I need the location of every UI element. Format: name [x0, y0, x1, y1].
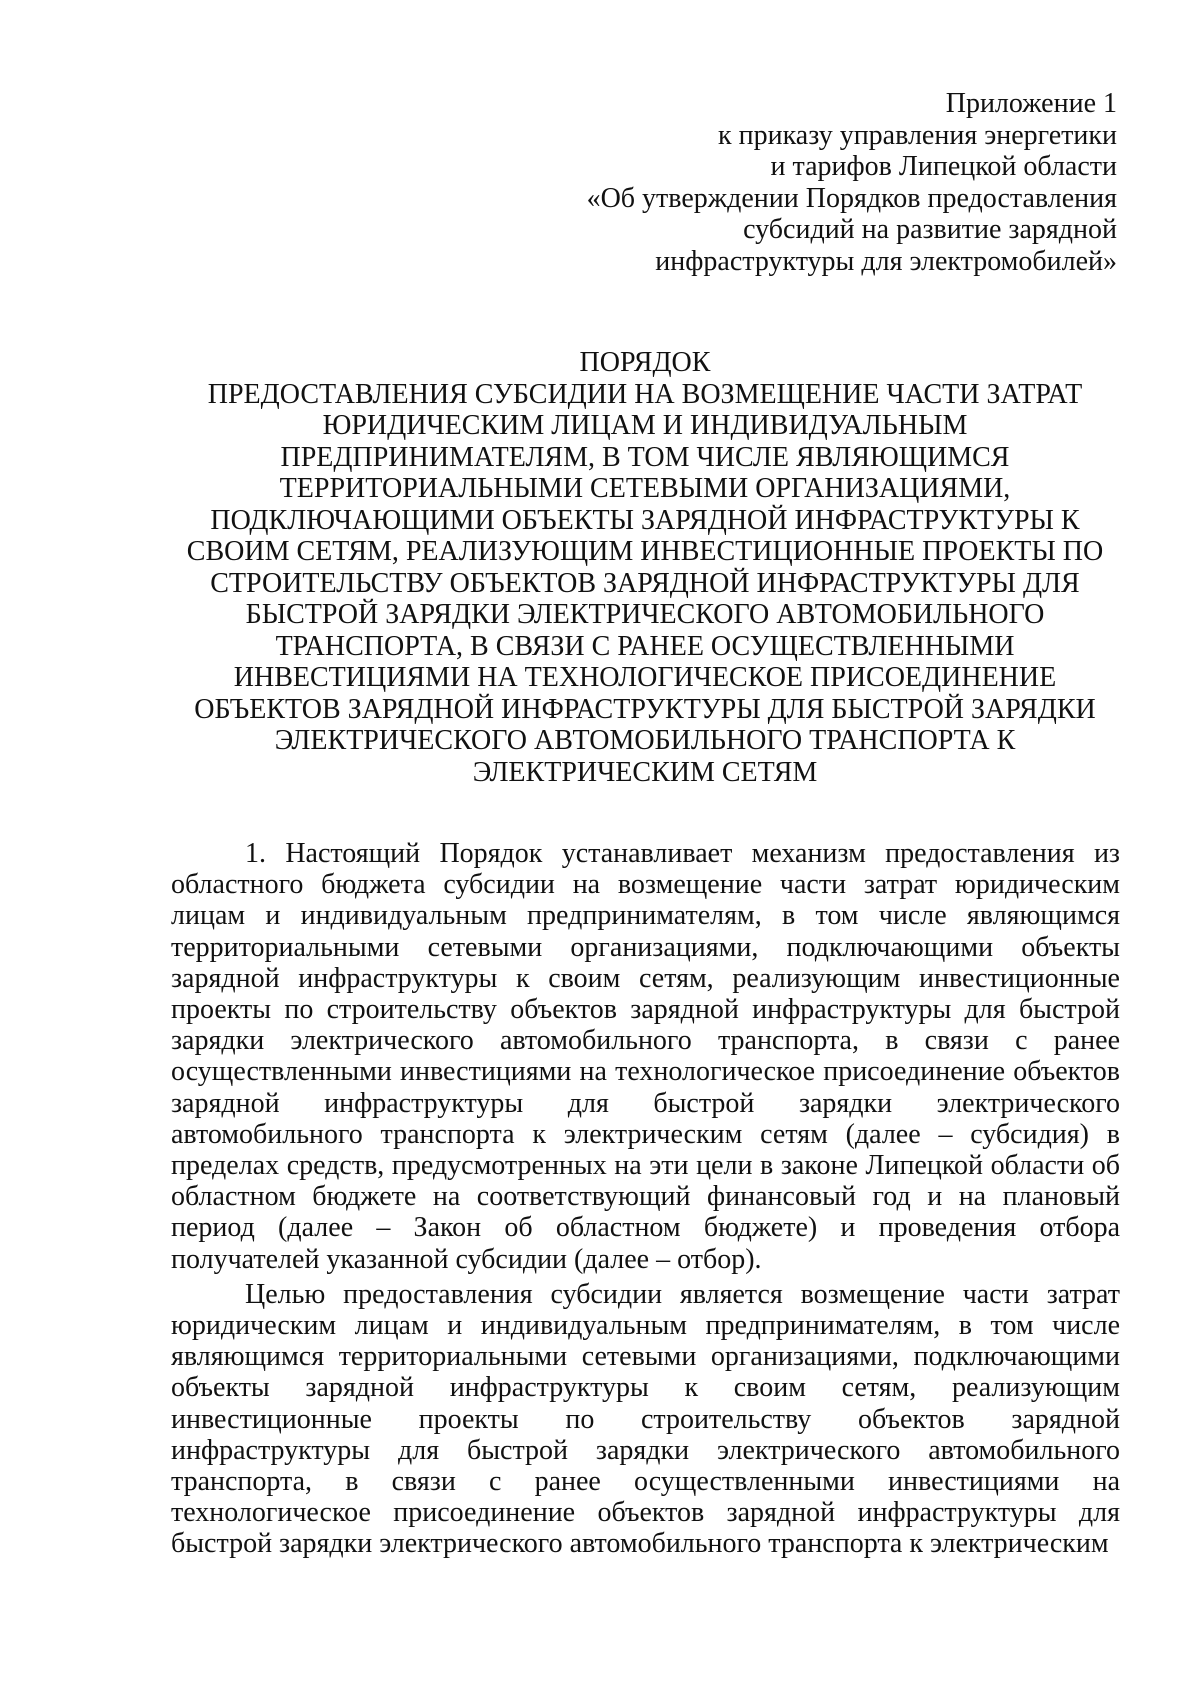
appendix-line: и тарифов Липецкой области — [770, 151, 1117, 182]
paragraph-1: 1. Настоящий Порядок устанавливает механизм предоставления из областного бюджета субсидии на возмещение части затрат юридическим лицам и индивидуальным предпринимателям, в том числе являющимся территориальными сетевыми организациями, подключающими объекты зарядной инфраструктуры к своим сетям, реализующим инвестиционные проекты по строительству объектов зарядной инфраструктуры для быстрой зарядки электрического автомобильного транспорта, в связи с ранее осуществленными инвестициями на технологическое присоединение объектов зарядной инфраструктуры для быстрой зарядки электрического автомобильного транспорта к электрическим сетям (далее – субсидия) в пределах средств, предусмотренных на эти цели в законе Липецкой области об областном бюджете на соответствующий финансовый год и на плановый период (далее – Закон об областном бюджете) и проведения отбора получателей указанной субсидии (далее – отбор). — [171, 838, 1120, 1275]
title-line: СВОИМ СЕТЯМ, РЕАЛИЗУЮЩИМ ИНВЕСТИЦИОННЫЕ ПРОЕКТЫ ПО — [186, 536, 1104, 567]
appendix-line: инфраструктуры для электромобилей» — [655, 245, 1117, 277]
title-line: ОБЪЕКТОВ ЗАРЯДНОЙ ИНФРАСТРУКТУРЫ ДЛЯ БЫСТРОЙ ЗАРЯДКИ — [194, 693, 1096, 725]
title-line: БЫСТРОЙ ЗАРЯДКИ ЭЛЕКТРИЧЕСКОГО АВТОМОБИЛЬНОГО — [245, 599, 1045, 630]
title-line: ИНВЕСТИЦИЯМИ НА ТЕХНОЛОГИЧЕСКОЕ ПРИСОЕДИНЕНИЕ — [233, 662, 1057, 693]
title-line: ПРЕДОСТАВЛЕНИЯ СУБСИДИИ НА ВОЗМЕЩЕНИЕ ЧАСТИ ЗАТРАТ — [207, 378, 1083, 410]
document-body — [171, 838, 1120, 1560]
title-line: ТРАНСПОРТА, В СВЯЗИ С РАНЕЕ ОСУЩЕСТВЛЕННЫМИ — [275, 630, 1015, 662]
title-line: ЭЛЕКТРИЧЕСКИМ СЕТЯМ — [472, 756, 818, 788]
appendix-line: «Об утверждении Порядков предоставления — [586, 182, 1117, 214]
paragraph-2: Целью предоставления субсидии является возмещение части затрат юридическим лицам и индивидуальным предпринимателям, в том числе являющимся территориальными сетевыми организациями, подключающими объекты зарядной инфраструктуры к своим сетям, реализующим инвестиционные проекты по строительству объектов зарядной инфраструктуры для быстрой зарядки электрического автомобильного транспорта, в связи с ранее осуществленными инвестициями на технологическое присоединение объектов зарядной инфраструктуры для быстрой зарядки электрического автомобильного транспорта к электрическим — [171, 1278, 1120, 1560]
title-line: ПРЕДПРИНИМАТЕЛЯМ, В ТОМ ЧИСЛЕ ЯВЛЯЮЩИМСЯ — [280, 441, 1010, 473]
appendix-header — [497, 88, 1117, 277]
title-line: ПОДКЛЮЧАЮЩИМИ ОБЪЕКТЫ ЗАРЯДНОЙ ИНФРАСТРУКТУРЫ К — [210, 504, 1080, 536]
title-line: ТЕРРИТОРИАЛЬНЫМИ СЕТЕВЫМИ ОРГАНИЗАЦИЯМИ, — [279, 473, 1011, 504]
title-line: ЮРИДИЧЕСКИМ ЛИЦАМ И ИНДИВИДУАЛЬНЫМ — [322, 410, 968, 441]
appendix-line: к приказу управления энергетики — [718, 119, 1117, 151]
title-heading: ПОРЯДОК — [579, 347, 711, 378]
title-line: ЭЛЕКТРИЧЕСКОГО АВТОМОБИЛЬНОГО ТРАНСПОРТА К — [274, 725, 1016, 756]
document-title — [170, 347, 1120, 788]
title-line: СТРОИТЕЛЬСТВУ ОБЪЕКТОВ ЗАРЯДНОЙ ИНФРАСТРУКТУРЫ ДЛЯ — [210, 567, 1080, 599]
appendix-line: Приложение 1 — [945, 88, 1117, 119]
appendix-line: субсидий на развитие зарядной — [743, 214, 1117, 245]
